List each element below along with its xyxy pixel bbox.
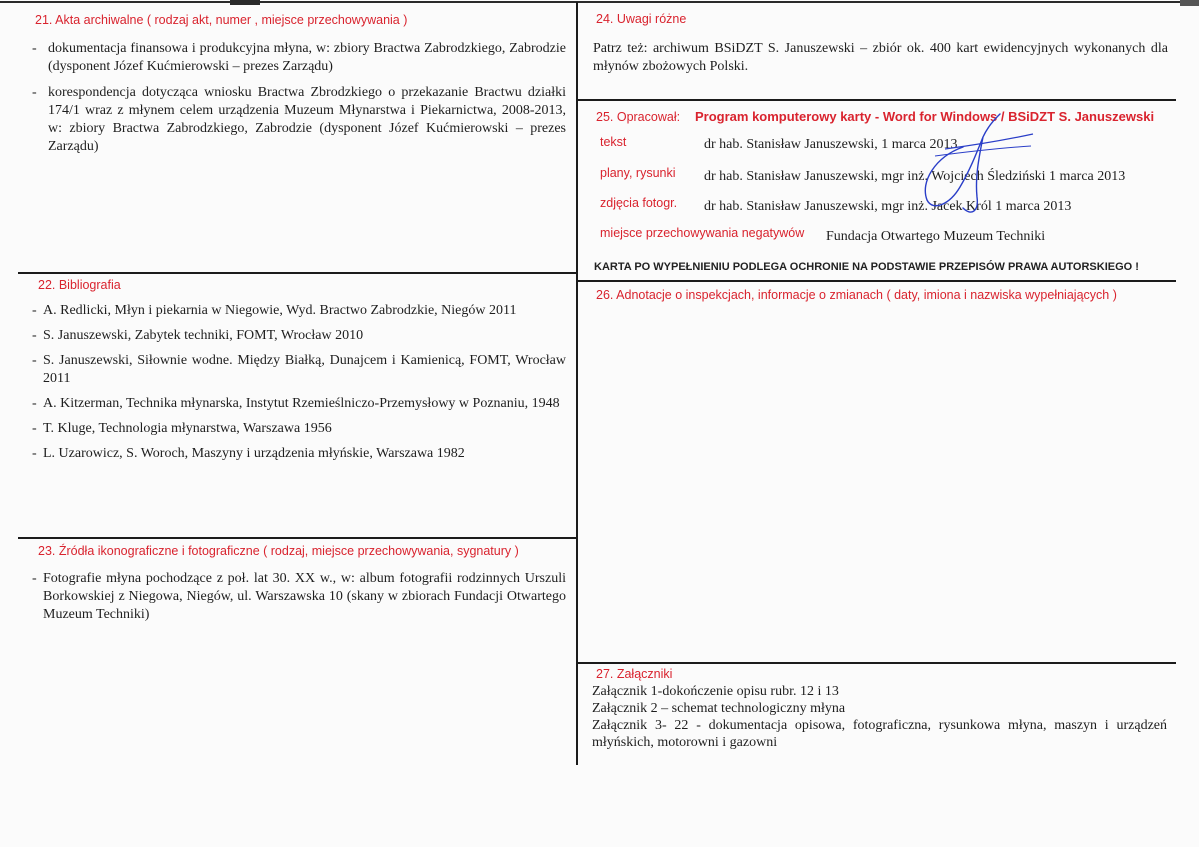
section-24-text: Patrz też: archiwum BSiDZT S. Januszewski – zbiór ok. 400 kart ewidencyjnych wykonanych dla młynów zbożowych Polski. [593,41,1168,74]
copyright-notice: KARTA PO WYPEŁNIENIU PODLEGA OCHRONIE NA PODSTAWIE PRZEPISÓW PRAWA AUTORSKIEGO ! [594,261,1139,273]
signature-graphic [905,112,1035,222]
label-tekst: tekst [600,135,627,149]
section-22-header: 22. Bibliografia [38,278,121,292]
label-negatywy: miejsce przechowywania negatywów [600,226,805,240]
rule-24-25 [578,99,1176,101]
section-24-header: 24. Uwagi różne [596,12,687,26]
section-26-header: 26. Adnotacje o inspekcjach, informacje o zmianach ( daty, imiona i nazwiska wypełniających ) [596,288,1117,302]
center-divider [576,2,578,765]
value-zdjecia: dr hab. Stanisław Januszewski, mgr inż. Jacek Król 1 marca 2013 [704,199,1072,214]
list-item: - S. Januszewski, Zabytek techniki, FOMT, Wrocław 2010 [32,328,364,343]
value-tekst: dr hab. Stanisław Januszewski, 1 marca 2013 [704,137,958,152]
value-negatywy: Fundacja Otwartego Muzeum Techniki [826,229,1046,244]
list-item: - T. Kluge, Technologia młynarstwa, Warszawa 1956 [32,421,332,436]
list-item: - L. Uzarowicz, S. Woroch, Maszyny i urządzenia młyńskie, Warszawa 1982 [32,446,465,461]
section-21-list [32,40,566,162]
rule-26-27 [578,662,1176,664]
section-22-list [32,302,566,469]
list-item: - korespondencja dotycząca wniosku Bractwa Zbrodzkiego o przekazanie Bractwu działki 174/1 wraz z młynem celem urządzenia Muzeum Młynarstwa i Piekarnictwa, 2008-2013, w: zbiory Bractwa Zabrodzkiego, Zabrodzie (dysponent Józef Kućmierowski – prezes Zarządu) [32,85,566,154]
section-23-list [32,570,566,630]
section-27-list [592,683,1167,751]
list-item: Załącznik 3- 22 - dokumentacja opisowa, fotograficzna, rysunkowa młyna, maszyn i urządzeń młyńskich, motorowni i gazowni [592,718,1167,750]
rule-25-26 [578,280,1176,282]
list-item: Załącznik 1-dokończenie opisu rubr. 12 i 13 [592,684,839,699]
section-27-header: 27. Załączniki [596,667,673,681]
list-item: - A. Redlicki, Młyn i piekarnia w Niegowie, Wyd. Bractwo Zabrodzkie, Niegów 2011 [32,303,517,318]
rule-22-23 [18,537,578,539]
section-21-header: 21. Akta archiwalne ( rodzaj akt, numer , miejsce przechowywania ) [35,13,408,27]
top-border [0,0,1199,6]
list-item: - Fotografie młyna pochodzące z poł. lat 30. XX w., w: album fotografii rodzinnych Urszuli Borkowskiej z Niegowa, Niegów, ul. Warszawska 10 (skany w zbiorach Fundacji Otwartego Muzeum Techniki) [32,571,566,622]
list-item: - A. Kitzerman, Technika młynarska, Instytut Rzemieślniczo-Przemysłowy w Poznaniu, 1948 [32,396,560,411]
label-plany-rysunki: plany, rysunki [600,166,676,180]
label-zdjecia: zdjęcia fotogr. [600,196,678,210]
program-credit: Program komputerowy karty - Word for Windows / BSiDZT S. Januszewski [695,109,1155,124]
list-item: - S. Januszewski, Siłownie wodne. Między Białką, Dunajcem i Kamienicą, FOMT, Wrocław 2011 [32,353,566,386]
rule-21-22 [18,272,578,274]
section-25-header: 25. Opracował: [596,110,681,124]
value-plany-rysunki: dr hab. Stanisław Januszewski, mgr inż. Wojciech Śledziński 1 marca 2013 [704,169,1126,184]
section-23-header: 23. Źródła ikonograficzne i fotograficzne ( rodzaj, miejsce przechowywania, sygnatury ) [38,544,519,558]
list-item: - dokumentacja finansowa i produkcyjna młyna, w: zbiory Bractwa Zabrodzkiego, Zabrodzie (dysponent Józef Kućmierowski – prezes Zarządu) [32,41,566,74]
list-item: Załącznik 2 – schemat technologiczny młyna [592,701,846,716]
